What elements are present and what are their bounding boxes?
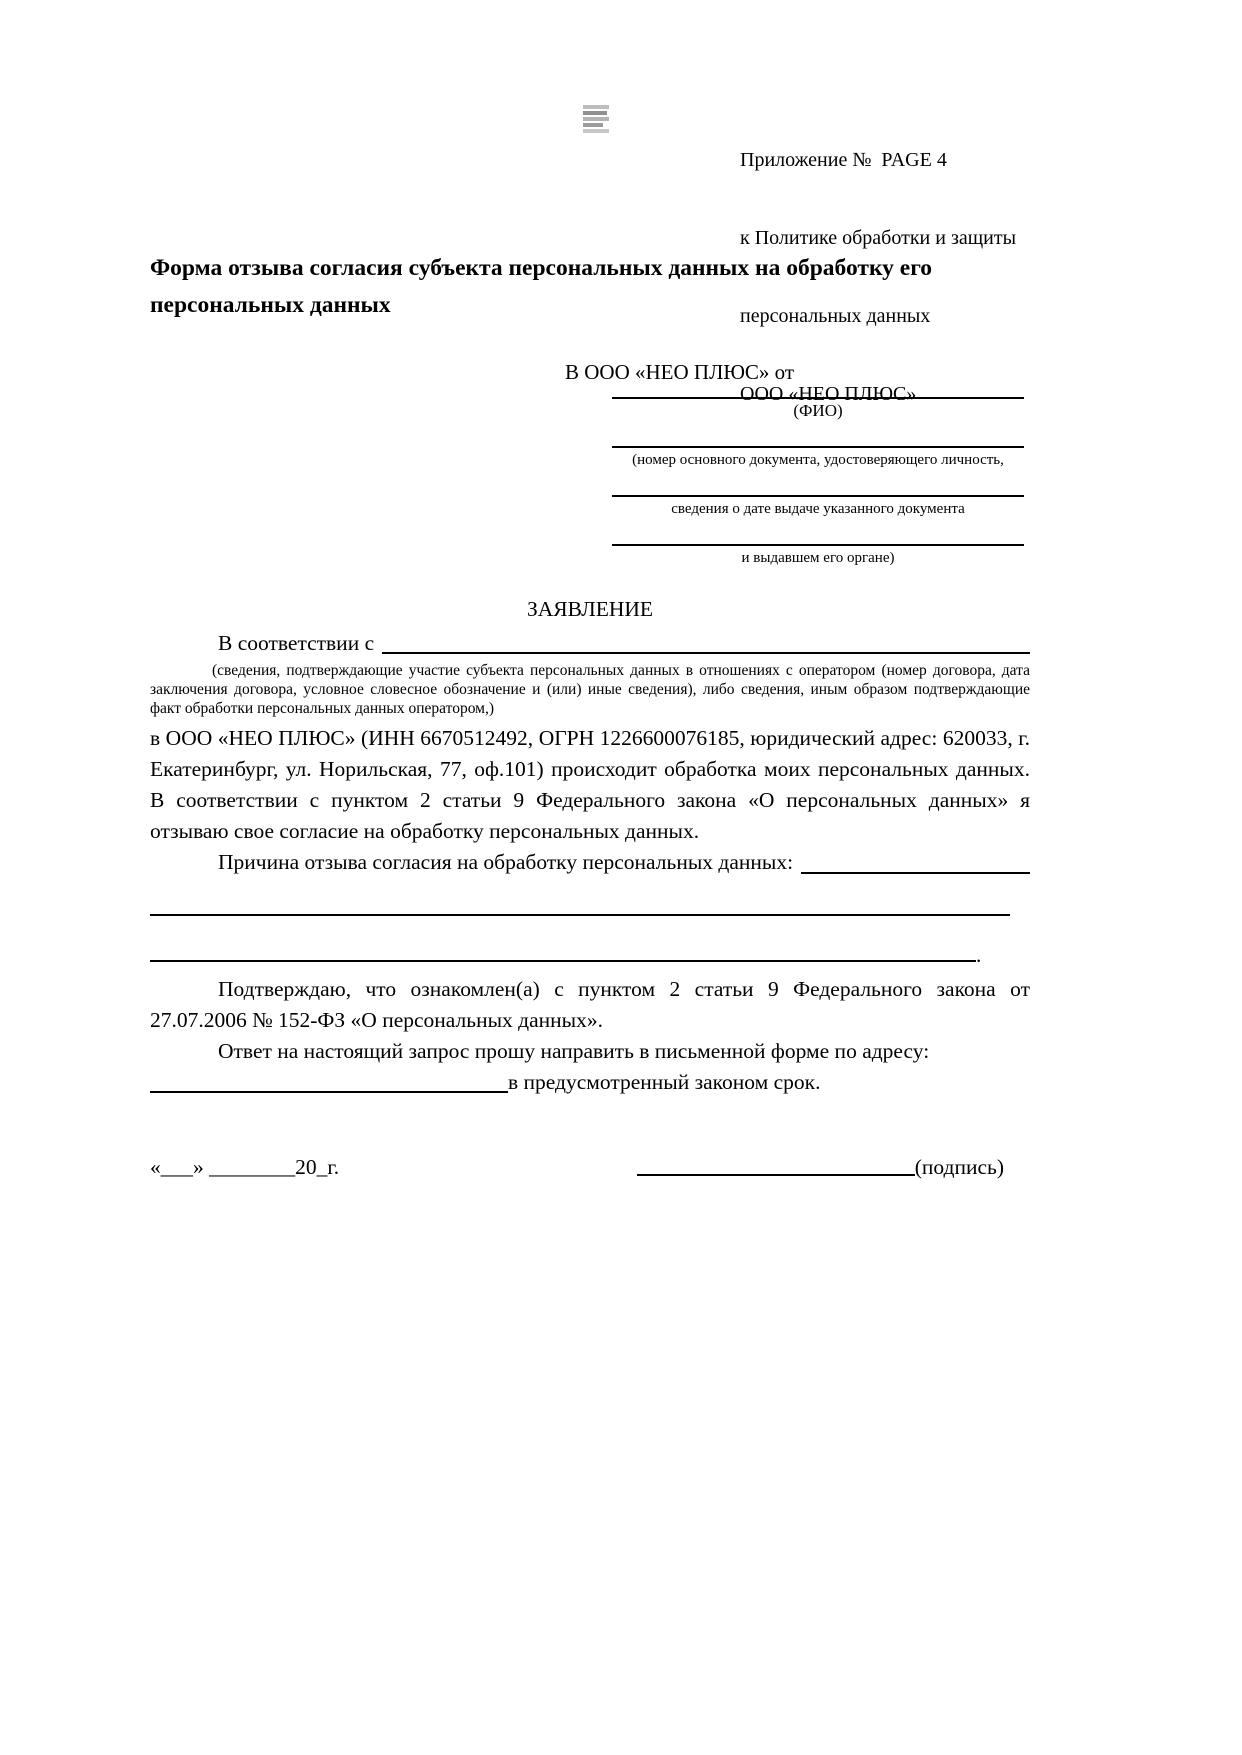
signature-group bbox=[637, 1154, 1004, 1180]
appendix-line: ООО «НЕО ПЛЮС» bbox=[740, 383, 917, 405]
fine-print-note: (сведения, подтверждающие участие субъекта персональных данных в отношениях с оператором (номер договора, дата заключения договора, условное словесное обозначение и (или) иные сведения), либо сведения, иным образом подтверждающие факт обработки персональных данных оператором,) bbox=[150, 662, 1030, 717]
withdrawal-reason-row bbox=[150, 847, 1030, 878]
reply-address-row bbox=[150, 1067, 1030, 1098]
addressee-to-line: В ООО «НЕО ПЛЮС» от bbox=[565, 360, 795, 384]
issue-date-blank-line bbox=[612, 469, 1024, 497]
statement-body: в ООО «НЕО ПЛЮС» (ИНН 6670512492, ОГРН 1226600076185, юридический адрес: 620033, г. Екатеринбург, ул. Норильская, 77, оф.101) происходит обработка моих персональных данных. В соответствии с пунктом 2 статьи 9 Федерального закона «О персональных данных» я отзываю свое согласие на обработку персональных данных. bbox=[150, 726, 1030, 843]
issuing-authority-caption: и выдавшем его органе) bbox=[741, 550, 895, 566]
issuing-authority-field bbox=[612, 518, 1024, 567]
broken-image-icon bbox=[583, 105, 609, 133]
issue-date-field bbox=[612, 469, 1024, 518]
paragraph-indent bbox=[150, 847, 218, 878]
reason-continuation-blank-line bbox=[150, 960, 976, 962]
reply-address-blank-line bbox=[150, 1091, 508, 1093]
date-signature-row bbox=[150, 1154, 1030, 1180]
withdrawal-reason-label: Причина отзыва согласия на обработку персональных данных: bbox=[218, 850, 794, 874]
reply-request-paragraph: Ответ на настоящий запрос прошу направить в письменной форме по адресу: bbox=[218, 1039, 930, 1063]
reply-suffix-text: в предусмотренный законом срок. bbox=[508, 1070, 821, 1094]
statement-intro-prefix: В соответствии с bbox=[218, 631, 375, 655]
signature-blank-line bbox=[637, 1174, 915, 1176]
reason-continuation-row bbox=[150, 944, 1030, 966]
appendix-line: к Политике обработки и защиты bbox=[740, 227, 1017, 249]
fio-caption: (ФИО) bbox=[793, 401, 843, 420]
document-number-caption: (номер основного документа, удостоверяющего личность, bbox=[632, 452, 1004, 468]
reason-continuation-blank-line bbox=[150, 914, 1010, 916]
sentence-period: . bbox=[976, 943, 982, 967]
agreement-details-blank-line bbox=[382, 628, 1030, 654]
document-content bbox=[150, 0, 1030, 1180]
date-blank-line: «___» ________20_г. bbox=[150, 1155, 340, 1179]
withdrawal-reason-blank-line bbox=[801, 847, 1030, 874]
issuing-authority-blank-line bbox=[612, 518, 1024, 546]
document-title: Форма отзыва согласия субъекта персональных данных на обработку его персональных данных bbox=[150, 255, 933, 318]
statement-heading: ЗАЯВЛЕНИЕ bbox=[526, 597, 654, 621]
appendix-note bbox=[740, 95, 1030, 459]
appendix-line: персональных данных bbox=[740, 305, 931, 327]
paragraph-indent bbox=[150, 628, 218, 658]
statement-intro-row bbox=[150, 628, 1030, 658]
signature-caption: (подпись) bbox=[914, 1155, 1004, 1179]
issue-date-caption: сведения о дате выдаче указанного документа bbox=[671, 501, 965, 517]
confirmation-paragraph: Подтверждаю, что ознакомлен(а) с пунктом 2 статьи 9 Федерального закона от 27.07.2006 № 152-ФЗ «О персональных данных». bbox=[150, 977, 1030, 1032]
appendix-line: Приложение № PAGE 4 bbox=[740, 149, 947, 171]
